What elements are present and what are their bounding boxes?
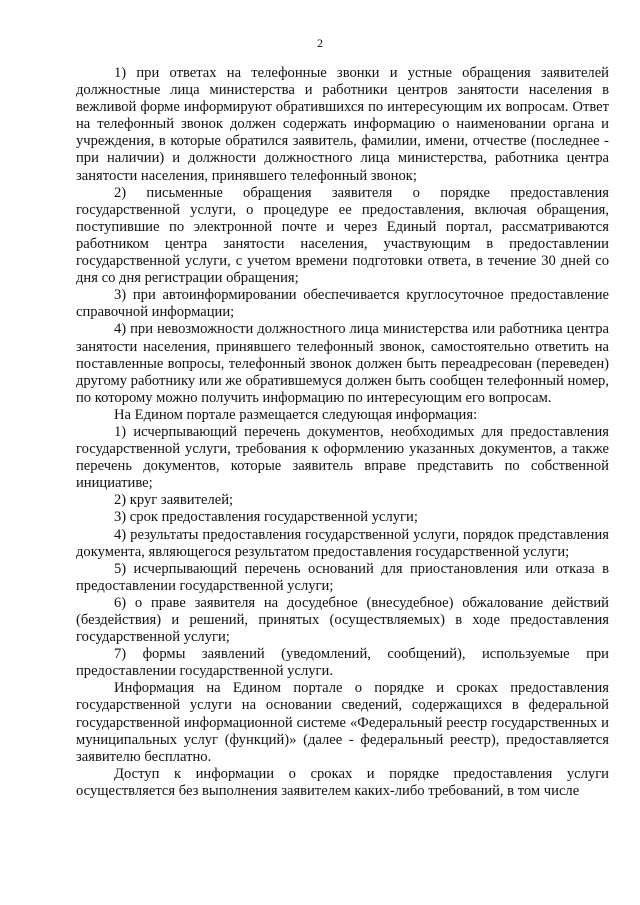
paragraph-federal-registry: Информация на Едином портале о порядке и сроках предоставления государственной услуги на основании сведений, содержащихся в федеральной государственной информационной системе «Федеральный реестр государственных и муниципальных услуг (функций)» (далее - федеральный реестр), предоставляется заявителю бесплатно. — [76, 680, 609, 765]
paragraph-autoinforming: 3) при автоинформировании обеспечивается круглосуточное предоставление справочной информации; — [76, 287, 609, 321]
document-body — [76, 65, 609, 800]
page-number: 2 — [317, 36, 323, 50]
list-item-applicants: 2) круг заявителей; — [114, 492, 234, 509]
list-item-results: 4) результаты предоставления государственной услуги, порядок представления документа, являющегося результатом предоставления государственной услуги; — [76, 526, 609, 560]
list-item-documents: 1) исчерпывающий перечень документов, необходимых для предоставления государственной услуги, требования к оформлению указанных документов, а также перечень документов, которые заявитель вправе представить по собственной инициативе; — [76, 423, 609, 492]
list-item-forms: 7) формы заявлений (уведомлений, сообщений), используемые при предоставлении государственной услуги. — [76, 646, 609, 680]
list-item-refusal-grounds: 5) исчерпывающий перечень оснований для приостановления или отказа в предоставлении государственной услуги; — [76, 560, 609, 594]
paragraph-access-info: Доступ к информации о сроках и порядке предоставления услуги осуществляется без выполнения заявителем каких-либо требований, в том числе — [76, 765, 609, 799]
paragraph-written-requests: 2) письменные обращения заявителя о порядке предоставления государственной услуги, о процедуре ее предоставления, включая обращения, поступившие по электронной почте и через Единый портал, рассматриваются работником центра занятости населения, участвующим в предоставлении государственной услуги, с учетом времени подготовки ответа, в течение 30 дней со дня со дня регистрации обращения; — [76, 184, 609, 287]
paragraph-phone-answers: 1) при ответах на телефонные звонки и устные обращения заявителей должностные лица министерства и работники центров занятости населения в вежливой форме информируют обратившихся по интересующим их вопросам. Ответ на телефонный звонок должен содержать информацию о наименовании органа и учреждения, в которые обратился заявитель, фамилии, имени, отчестве (последнее - при наличии) и должности должностного лица министерства, работника центра занятости населения, принявшего телефонный звонок; — [76, 65, 609, 184]
list-item-term: 3) срок предоставления государственной услуги; — [114, 509, 418, 526]
paragraph-call-redirect: 4) при невозможности должностного лица министерства или работника центра занятости населения, принявшего телефонный звонок, самостоятельно ответить на поставленные вопросы, телефонный звонок должен быть переадресован (переведен) другому работнику или же обратившемуся должен быть сообщен телефонный номер, по которому можно получить информацию по интересующим его вопросам. — [76, 321, 609, 406]
list-item-appeal-rights: 6) о праве заявителя на досудебное (внесудебное) обжалование действий (бездействия) и решений, принятых (осуществляемых) в ходе предоставления государственной услуги; — [76, 594, 609, 646]
paragraph-portal-info-intro: На Едином портале размещается следующая информация: — [114, 406, 478, 423]
